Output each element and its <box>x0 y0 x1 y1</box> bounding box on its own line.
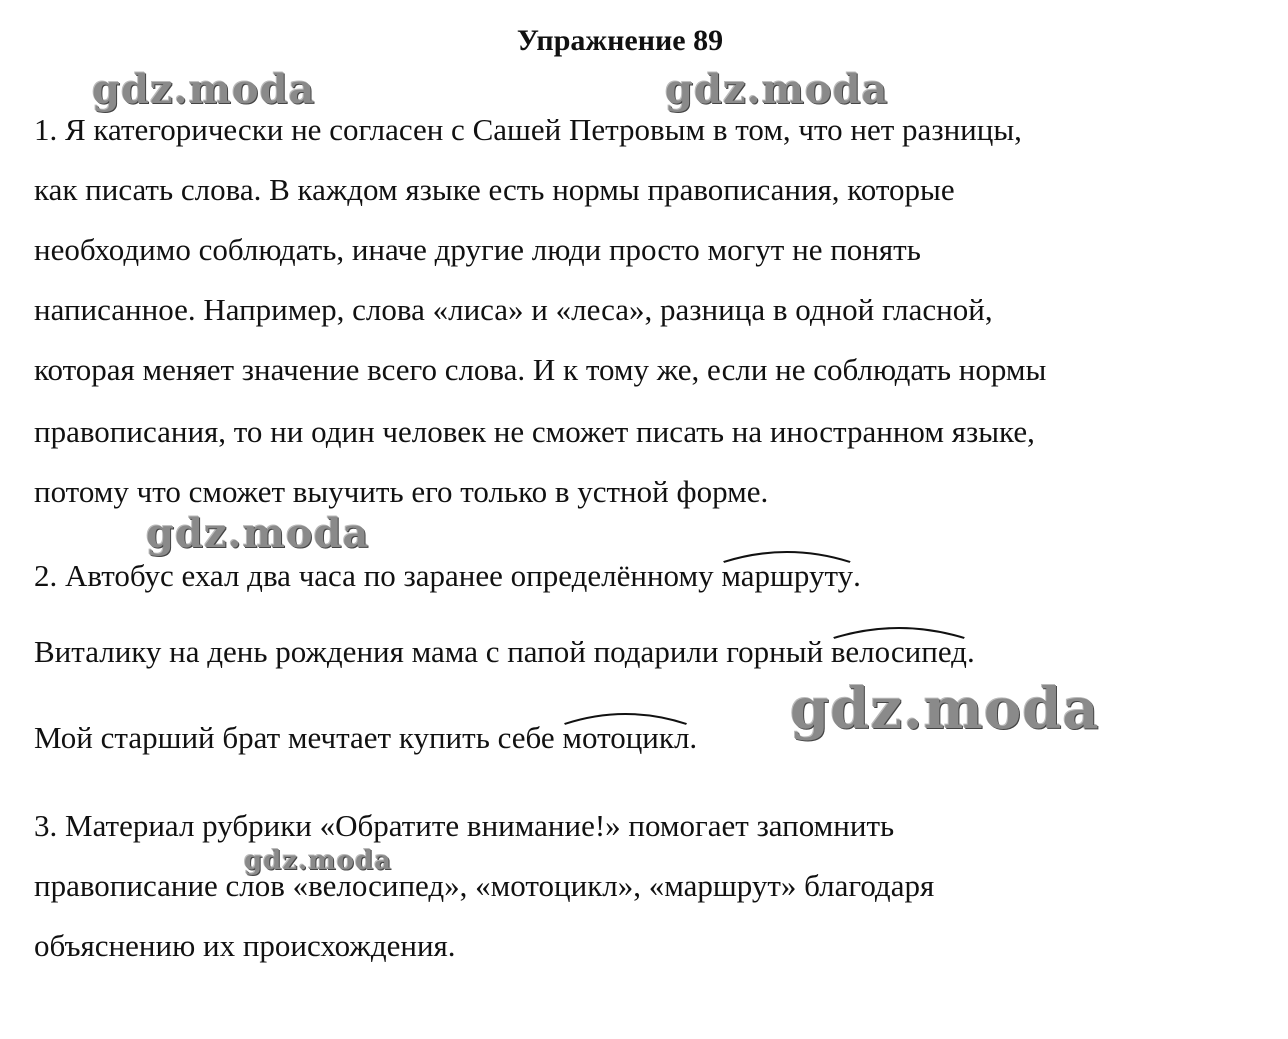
sentence-text: . <box>966 634 975 669</box>
sentence-line <box>34 720 697 756</box>
paragraph-line: потому что сможет выучить его только в устной форме. <box>34 474 769 509</box>
watermark: gdz.moda <box>665 66 889 113</box>
sentence-text: . <box>689 720 698 755</box>
paragraph-line: правописание слов «велосипед», «мотоцикл», «маршрут» благодаря <box>34 868 935 903</box>
watermark: gdz.moda <box>92 66 316 113</box>
root-marked-word <box>831 634 967 670</box>
exercise-title: Упражнение 89 <box>516 24 724 57</box>
root-marked-word <box>721 558 853 594</box>
paragraph-line: которая меняет значение всего слова. И к тому же, если не соблюдать нормы <box>34 352 1047 387</box>
sentence-text: . <box>853 558 861 593</box>
paragraph-line: 3. Материал рубрики «Обратите внимание!» помогает запомнить <box>34 808 895 843</box>
sentence-line <box>34 558 861 594</box>
paragraph-line: 1. Я категорически не согласен с Сашей Петровым в том, что нет разницы, <box>34 112 1022 147</box>
watermark: gdz.moda <box>790 676 1100 742</box>
paragraph-line: как писать слова. В каждом языке есть нормы правописания, которые <box>34 172 955 207</box>
paragraph-line: необходимо соблюдать, иначе другие люди просто могут не понять <box>34 232 921 267</box>
word-text: маршруту <box>721 558 854 593</box>
word-text: велосипед <box>830 634 967 669</box>
word-text: мотоцикл <box>562 720 690 755</box>
sentence-line <box>34 634 975 670</box>
root-marked-word <box>562 720 689 756</box>
sentence-text: Мой старший брат мечтает купить себе <box>34 720 563 755</box>
sentence-text: 2. Автобус ехал два часа по заранее определённому <box>34 558 722 593</box>
paragraph-line: объяснению их происхождения. <box>34 928 456 963</box>
paragraph-line: правописания, то ни один человек не сможет писать на иностранном языке, <box>34 414 1035 449</box>
root-arc-icon <box>831 622 967 640</box>
paragraph-line: написанное. Например, слова «лиса» и «леса», разница в одной гласной, <box>34 292 993 327</box>
root-arc-icon <box>721 546 853 564</box>
root-arc-icon <box>562 708 689 726</box>
watermark: gdz.moda <box>244 846 393 876</box>
watermark: gdz.moda <box>146 510 370 557</box>
sentence-text: Виталику на день рождения мама с папой подарили горный <box>34 634 831 669</box>
